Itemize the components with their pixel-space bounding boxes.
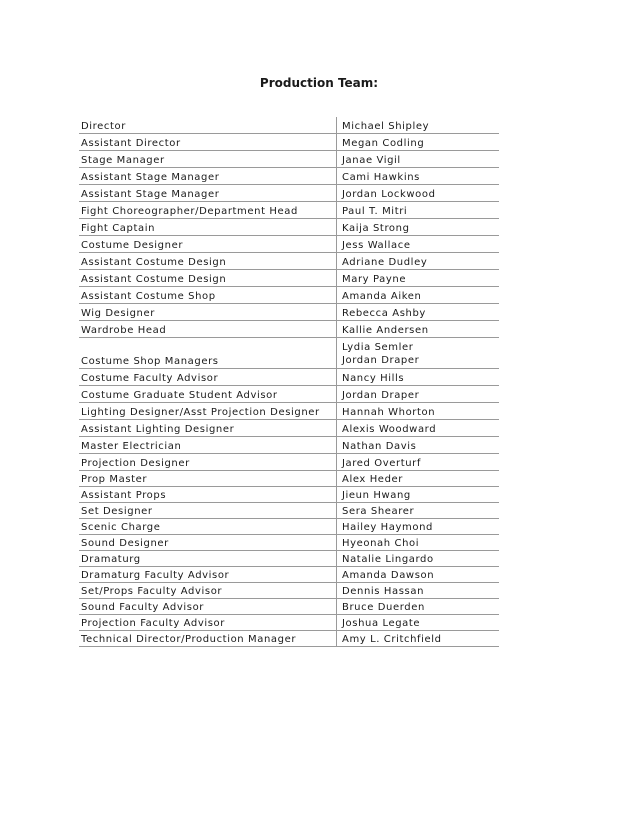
table-row	[79, 615, 499, 631]
role-cell: Set Designer	[79, 503, 337, 519]
member-name: Amanda Aiken	[342, 291, 422, 302]
role-cell: Assistant Director	[79, 134, 337, 151]
role-cell: Director	[79, 117, 337, 134]
member-name: Sera Shearer	[342, 506, 415, 517]
role-cell: Projection Designer	[79, 454, 337, 471]
name-cell	[337, 338, 500, 369]
member-name: Kallie Andersen	[342, 325, 429, 336]
member-name: Nancy Hills	[342, 373, 405, 384]
table-row	[79, 583, 499, 599]
role-cell: Wardrobe Head	[79, 321, 337, 338]
table-row	[79, 599, 499, 615]
role-cell: Sound Faculty Advisor	[79, 599, 337, 615]
member-name: Jieun Hwang	[342, 490, 411, 501]
name-cell	[337, 420, 500, 437]
role-cell: Assistant Costume Design	[79, 253, 337, 270]
role-cell: Wig Designer	[79, 304, 337, 321]
name-cell	[337, 253, 500, 270]
role-cell: Fight Captain	[79, 219, 337, 236]
name-cell	[337, 134, 500, 151]
name-cell	[337, 202, 500, 219]
member-name: Bruce Duerden	[342, 602, 425, 613]
table-row	[79, 253, 499, 270]
member-name: Hailey Haymond	[342, 522, 433, 533]
member-name: Michael Shipley	[342, 121, 430, 132]
name-cell	[337, 535, 500, 551]
role-cell: Costume Graduate Student Advisor	[79, 386, 337, 403]
member-name: Lydia Semler	[342, 342, 414, 353]
role-cell: Projection Faculty Advisor	[79, 615, 337, 631]
name-cell	[337, 219, 500, 236]
table-row	[79, 202, 499, 219]
table-row	[79, 369, 499, 386]
name-cell	[337, 631, 500, 647]
role-cell: Costume Shop Managers	[79, 338, 337, 369]
member-name: Jordan Draper	[342, 390, 420, 401]
name-cell	[337, 615, 500, 631]
table-row	[79, 134, 499, 151]
table-row	[79, 631, 499, 647]
page-title: Production Team:	[259, 76, 379, 90]
name-cell	[337, 471, 500, 487]
member-name: Rebecca Ashby	[342, 308, 426, 319]
name-cell	[337, 287, 500, 304]
role-cell: Prop Master	[79, 471, 337, 487]
table-row	[79, 236, 499, 253]
name-cell	[337, 437, 500, 454]
member-name: Nathan Davis	[342, 441, 417, 452]
member-name: Natalie Lingardo	[342, 554, 434, 565]
role-cell: Fight Choreographer/Department Head	[79, 202, 337, 219]
role-cell: Technical Director/Production Manager	[79, 631, 337, 647]
production-team-table	[79, 117, 499, 647]
member-name: Hyeonah Choi	[342, 538, 420, 549]
member-name: Amanda Dawson	[342, 570, 435, 581]
name-cell	[337, 168, 500, 185]
role-cell: Assistant Props	[79, 487, 337, 503]
table-row	[79, 117, 499, 134]
role-cell: Scenic Charge	[79, 519, 337, 535]
role-cell: Costume Faculty Advisor	[79, 369, 337, 386]
role-cell: Assistant Costume Design	[79, 270, 337, 287]
name-cell	[337, 454, 500, 471]
member-name: Adriane Dudley	[342, 257, 428, 268]
table-row	[79, 338, 499, 369]
name-cell	[337, 519, 500, 535]
role-cell: Assistant Lighting Designer	[79, 420, 337, 437]
team-table-body	[79, 117, 499, 647]
role-cell: Master Electrician	[79, 437, 337, 454]
table-row	[79, 287, 499, 304]
member-name: Janae Vigil	[342, 155, 401, 166]
member-name: Cami Hawkins	[342, 172, 420, 183]
member-name: Alexis Woodward	[342, 424, 437, 435]
role-cell: Set/Props Faculty Advisor	[79, 583, 337, 599]
member-name: Hannah Whorton	[342, 407, 436, 418]
name-cell	[337, 270, 500, 287]
name-cell	[337, 583, 500, 599]
member-name: Kaija Strong	[342, 223, 410, 234]
name-cell	[337, 386, 500, 403]
role-cell: Stage Manager	[79, 151, 337, 168]
table-row	[79, 471, 499, 487]
role-cell: Assistant Stage Manager	[79, 185, 337, 202]
member-name: Dennis Hassan	[342, 586, 425, 597]
role-cell: Dramaturg Faculty Advisor	[79, 567, 337, 583]
name-cell	[337, 551, 500, 567]
member-name: Joshua Legate	[342, 618, 421, 629]
table-row	[79, 567, 499, 583]
member-name: Mary Payne	[342, 274, 407, 285]
name-cell	[337, 304, 500, 321]
table-row	[79, 503, 499, 519]
table-row	[79, 454, 499, 471]
name-cell	[337, 236, 500, 253]
table-row	[79, 151, 499, 168]
role-cell: Lighting Designer/Asst Projection Designer	[79, 403, 337, 420]
table-row	[79, 437, 499, 454]
name-cell	[337, 369, 500, 386]
member-name: Amy L. Critchfield	[342, 634, 442, 645]
role-cell: Dramaturg	[79, 551, 337, 567]
table-row	[79, 168, 499, 185]
table-row	[79, 535, 499, 551]
name-cell	[337, 185, 500, 202]
name-cell	[337, 487, 500, 503]
name-cell	[337, 321, 500, 338]
member-name: Megan Codling	[342, 138, 425, 149]
table-row	[79, 386, 499, 403]
name-cell	[337, 599, 500, 615]
table-row	[79, 321, 499, 338]
role-cell: Assistant Stage Manager	[79, 168, 337, 185]
member-name: Paul T. Mitri	[342, 206, 408, 217]
name-cell	[337, 503, 500, 519]
table-row	[79, 519, 499, 535]
table-row	[79, 185, 499, 202]
name-cell	[337, 117, 500, 134]
table-row	[79, 487, 499, 503]
table-row	[79, 219, 499, 236]
member-name: Jordan Draper	[342, 355, 420, 366]
table-row	[79, 403, 499, 420]
name-cell	[337, 567, 500, 583]
table-row	[79, 551, 499, 567]
role-cell: Sound Designer	[79, 535, 337, 551]
name-cell	[337, 151, 500, 168]
member-name: Jared Overturf	[342, 458, 421, 469]
member-name: Alex Heder	[342, 474, 403, 485]
member-name: Jess Wallace	[342, 240, 411, 251]
name-cell	[337, 403, 500, 420]
table-row	[79, 420, 499, 437]
table-row	[79, 270, 499, 287]
role-cell: Costume Designer	[79, 236, 337, 253]
table-row	[79, 304, 499, 321]
role-cell: Assistant Costume Shop	[79, 287, 337, 304]
member-name: Jordan Lockwood	[342, 189, 436, 200]
